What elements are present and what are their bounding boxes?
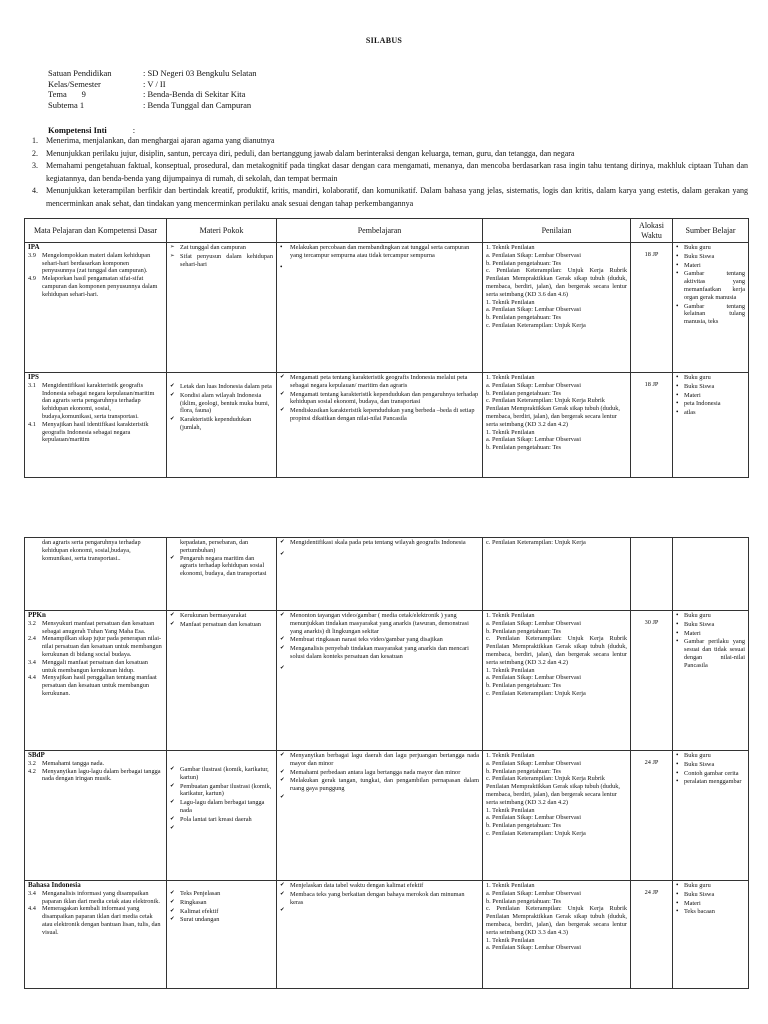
cell-alokasi: 18 JP <box>631 373 673 478</box>
penilaian-line: 1. Teknik Penilaian <box>486 882 535 889</box>
penilaian-line: 1. Teknik Penilaian <box>486 374 535 381</box>
kd-item: 3.2 Mensyukuri manfaat persatuan dan kesatuan sebagai anugerah Tuhan Yang Maha Esa. <box>28 619 155 635</box>
meta-row <box>48 100 257 111</box>
sumber-item: • peralatan menggambar <box>676 778 745 786</box>
cell-penilaian <box>483 538 631 611</box>
kd-item: 3.2 Memahami tangga nada. <box>28 759 105 767</box>
pembelajaran-item: ✔ Memahami perbedaan antara lagu bertangga nada mayor dan minor <box>280 769 479 777</box>
pembelajaran-list <box>280 752 479 793</box>
sumber-item: • Buku guru <box>676 244 745 252</box>
cell-kd <box>25 611 167 751</box>
pembelajaran-list <box>280 374 479 423</box>
identity-block <box>48 68 257 110</box>
penilaian-line: c. Penilaian Keterampilan: Unjuk Kerja Rubrik Penilaian Mempraktikkan Gerak sikap tubuh (duduk, membaca, berdiri, jalan), dan bergerak secara lentur serta seimbang (KD 3.2 dan 4.2) <box>486 635 627 666</box>
meta-key: Satuan Pendidikan <box>48 68 112 78</box>
pembelajaran-item: • Melakukan percobaan dan membandingkan zat tunggal serta campuran yang tercampur sempurna atau tidak tercampur sempurna <box>280 244 479 260</box>
materi-item: ✔ Kerukunan bermasyarakat <box>170 612 273 620</box>
table-row-ppkn <box>25 611 749 751</box>
penilaian-line: 1. Teknik Penilaian <box>486 428 535 436</box>
cell-kd <box>25 881 167 989</box>
pembelajaran-item: ✔ Menyanyikan berbagai lagu daerah dan lagu perjuangan bertangga nada mayor dan minor <box>280 752 479 768</box>
sumber-item: • peta Indonesia <box>676 400 745 408</box>
penilaian-line: a. Penilaian Sikap: Lembar Observasi <box>486 759 581 767</box>
sumber-list <box>676 612 745 670</box>
pembelajaran-item: ✔ Menganalisis penyebab tindakan masyarakat yang anarkis dan mencari solusi dalam konteks persatuan dan kesatuan <box>280 645 479 661</box>
sumber-item: • Materi <box>676 630 745 638</box>
cell-alokasi <box>631 538 673 611</box>
cell-pembelajaran <box>277 373 483 478</box>
penilaian-line: b. Penilaian pengetahuan: Tes <box>486 822 561 830</box>
col-header-materi: Materi Pokok <box>167 219 277 243</box>
table-row-ipa <box>25 243 749 373</box>
cell-kd <box>25 751 167 881</box>
penilaian-line: b. Penilaian pengetahuan: Tes <box>486 314 561 322</box>
materi-list <box>170 612 273 629</box>
col-header-alokasi: Alokasi Waktu <box>631 219 673 243</box>
pembelajaran-item: ✔ Membaca teks yang berkaitan dengan bahaya merokok dan minuman keras <box>280 891 479 907</box>
penilaian-line: b. Penilaian pengetahuan: Tes <box>486 897 561 905</box>
sumber-item: • Buku guru <box>676 882 745 890</box>
materi-item: ✔ Pengaruh negara maritim dan agraris terhadap kehidupan sosial ekonomi, budaya, dan transportasi <box>170 555 273 578</box>
materi-item: ✔ Pola lantai tari kreasi daerah <box>170 816 273 824</box>
col-header-sumber: Sumber Belajar <box>673 219 749 243</box>
sumber-item: • atlas <box>676 409 745 417</box>
penilaian-line: a. Penilaian Sikap: Lembar Observasi <box>486 889 581 897</box>
pembelajaran-list <box>280 244 479 260</box>
penilaian-line: c. Penilaian Keterampilan: Unjuk Kerja Rubrik Penilaian Mempraktikkan Gerak sikap tubuh (duduk, membaca, berdiri, jalan), dan bergerak secara lentur serta seimbang (KD 3.3 dan 4.3) <box>486 905 627 936</box>
cell-penilaian <box>483 751 631 881</box>
table-row-ips <box>25 373 749 478</box>
sumber-item: • Materi <box>676 900 745 908</box>
cell-kd: dan agraris serta pengaruhnya terhadap kehidupan ekonomi, sosial,budaya, komunikasi, serta transportasi.. <box>25 538 167 611</box>
penilaian-line: a. Penilaian Sikap: Lembar Observasi <box>486 674 581 682</box>
pembelajaran-item: ✔ Menjelaskan data tabel waktu dengan kalimat efektif <box>280 882 479 890</box>
penilaian-line: 1. Teknik Penilaian <box>486 298 535 306</box>
penilaian-line: a. Penilaian Sikap: Lembar Observasi <box>486 436 581 444</box>
kompetensi-inti-list <box>32 135 748 211</box>
cell-sumber <box>673 373 749 478</box>
cell-materi <box>167 751 277 881</box>
penilaian-line: a. Penilaian Sikap: Lembar Observasi <box>486 306 581 314</box>
cell-alokasi: 24 JP <box>631 751 673 881</box>
meta-key: Kelas/Semester <box>48 78 101 89</box>
meta-row <box>48 89 257 100</box>
cell-penilaian <box>483 373 631 478</box>
table-header-row <box>25 219 749 243</box>
penilaian-line: b. Penilaian pengetahuan: Tes <box>486 767 561 775</box>
penilaian-line: c. Penilaian Keterampilan: Unjuk Kerja <box>486 539 586 546</box>
materi-item: ✔ Gambar ilustrasi (komik, karikatur, kartun) <box>170 766 273 782</box>
materi-item: ✔ Letak dan luas Indonesia dalam peta <box>170 383 273 391</box>
kd-item: 2.4 Menampilkan sikap jujur pada penerapan nilai-nilai persatuan dan kesatuan untuk membangun kerukunan di bidang social budaya. <box>28 635 162 658</box>
kd-item: 4.2 Menyanyikan lagu-lagu dalam berbagai tangga nada dengan iringan musik. <box>28 767 161 783</box>
silabus-table-part2 <box>24 537 749 989</box>
meta-value: : SD Negeri 03 Bengkulu Selatan <box>143 68 257 78</box>
meta-key: Tema 9 <box>48 89 86 99</box>
kd-item: 3.4 Menganalisis informasi yang disampaikan paparan iklan dari media cetak atau elektronik. <box>28 889 161 905</box>
pembelajaran-item: ✔ Mengamati peta tentang karakteristik geografis Indonesia melalui peta sebagai negara kepulauan/ maritim dan agraris <box>280 374 479 390</box>
sumber-item: • Gambar perilaku yang sesuai dan tidak sesuai dengan nilai-nilai Pancasila <box>676 638 745 669</box>
cell-pembelajaran <box>277 611 483 751</box>
kd-item: 3.4 Menggali manfaat persatuan dan kesatuan untuk membangun kerukunan hidup. <box>28 658 148 674</box>
cell-alokasi: 30 JP <box>631 611 673 751</box>
col-header-penilaian: Penilaian <box>483 219 631 243</box>
ki-item: 3. Memahami pengetahuan faktual, konseptual, prosedural, dan metakognitif pada tingkat dasar dengan cara mengamati, menanya, dan mencoba berdasarkan rasa ingin tahu tentang dirinya, makhluk ciptaan Tuhan dan kegiatannya, dan benda-benda yang dijumpainya di rumah, di sekolah, dan tempat bermain <box>32 161 748 183</box>
materi-item: ✔ Teks Penjelasan <box>170 890 273 898</box>
kd-item: 4.9 Melaporkan hasil pengamatan sifat-sifat campuran dan komponen penyusunnya dalam kehidupan sehari-hari. <box>28 275 158 298</box>
penilaian-line: 1. Teknik Penilaian <box>486 244 535 251</box>
kd-item: 4.4 Memeragakan kembali informasi yang disampaikan paparan iklan dari media cetak atau elektronik dengan bantuan lisan, tulis, dan visual. <box>28 905 161 936</box>
penilaian-line: c. Penilaian Keterampilan: Unjuk Kerja <box>486 689 586 697</box>
col-header-kd: Mata Pelajaran dan Kompetensi Dasar <box>25 219 167 243</box>
kd-item: 3.1 Mengidentifikasi karakteristik geografis Indonesia sebagai negara kepulauan/maritim dan agraris serta pengaruhnya terhadap kehidupan ekonomi, sosial, budaya,komunikasi, serta transportasi. <box>28 381 155 420</box>
cell-sumber <box>673 538 749 611</box>
meta-value: : Benda-Benda di Sekitar Kita <box>143 89 246 99</box>
penilaian-line: c. Penilaian Keterampilan: Unjuk Kerja Rubrik Penilaian Mempraktikkan Gerak sikap tubuh (duduk, membaca, berdiri, jalan), dan bergerak secara lentur serta seimbang (KD 3.2 dan 4.2) <box>486 397 620 428</box>
materi-item: ✔ Ringkasan <box>170 899 273 907</box>
pembelajaran-item: ✔ Mengamati tentang karakteristik kependudukan dan pengaruhnya terhadap kehidupan sosial ekonomi, budaya, dan transportasi <box>280 391 479 407</box>
ki-item: 4. Menunjukkan keterampilan berfikir dan bertindak kreatif, produktif, kritis, mandiri, kolaboratif, dan komunikatif. Dalam bahasa yang jelas, sistematis, logis dan kritis, dalam karya yang estetis, dalam gerakan yang mencerminkan anak sehat, dan tindakan yang mencerminkan perilaku anak sesuai dengan tahap perkembangannya <box>32 186 748 208</box>
subject-label: PPKn <box>28 611 46 619</box>
materi-item: ✔ Manfaat persatuan dan kesatuan <box>170 621 273 629</box>
document-title: SILABUS <box>365 36 403 45</box>
meta-value: : V / II <box>143 78 166 89</box>
penilaian-line: b. Penilaian pengetahuan: Tes <box>486 682 561 690</box>
pembelajaran-item: ✔ Mengidentifikasi skala pada peta tentang wilayah geografis Indonesia <box>280 539 479 547</box>
ki-colon: : <box>132 125 136 135</box>
cell-kd <box>25 243 167 373</box>
pembelajaran-list <box>280 539 479 547</box>
sumber-item: • Buku guru <box>676 612 745 620</box>
penilaian-line: b. Penilaian pengetahuan: Tes <box>486 444 561 452</box>
penilaian-line: b. Penilaian pengetahuan: Tes <box>486 389 561 397</box>
cell-sumber <box>673 611 749 751</box>
subject-label: SBdP <box>28 751 45 759</box>
silabus-table-part1 <box>24 218 749 478</box>
cell-penilaian <box>483 611 631 751</box>
meta-row <box>48 79 257 90</box>
sumber-item: • Contoh gambar cerita <box>676 770 745 778</box>
sumber-item: • Buku Siswa <box>676 253 745 261</box>
sumber-list <box>676 752 745 786</box>
table-row-sbdp <box>25 751 749 881</box>
materi-list <box>170 890 273 924</box>
meta-value: : Benda Tunggal dan Campuran <box>143 99 252 110</box>
cell-penilaian <box>483 881 631 989</box>
cell-materi <box>167 881 277 989</box>
meta-row <box>48 68 257 79</box>
subject-label: IPA <box>28 243 40 251</box>
sumber-item: • Gambar tentang kelainan tulang manusia, teks <box>676 303 745 326</box>
materi-item: ✔ Kondisi alam wilayah Indonesia (iklim, geologi, bentuk muka bumi, flora, fauna) <box>170 392 273 415</box>
sumber-list <box>676 244 745 326</box>
penilaian-line: a. Penilaian Sikap: Lembar Observasi <box>486 814 581 822</box>
cell-alokasi: 18 JP <box>631 243 673 373</box>
penilaian-line: c. Penilaian Keterampilan: Unjuk Kerja Rubrik Penilaian Mempraktikkan Gerak sikap tubuh (duduk, membaca, berdiri, jalan), dan bergerak secara lentur serta seimbang (KD 3.2 dan 4.2) <box>486 775 620 806</box>
pembelajaran-item: ✔ Melakukan gerak tangan, tungkai, dan pengambilan pernapasan dalam ruang gaya punggung <box>280 777 479 793</box>
sumber-item: • Materi <box>676 392 745 400</box>
sumber-list <box>676 374 745 417</box>
cell-materi <box>167 373 277 478</box>
pembelajaran-item: ✔ Membuat ringkasan narasi teks video/gambar yang disajikan <box>280 636 479 644</box>
materi-item: ✔ Surat undangan <box>170 916 273 924</box>
penilaian-line: c. Penilaian Keterampilan: Unjuk Kerja <box>486 321 586 329</box>
materi-item: ➢ Zat tunggal dan campuran <box>170 244 273 252</box>
penilaian-line: a. Penilaian Sikap: Lembar Observasi <box>486 381 581 389</box>
sumber-item: • Buku Siswa <box>676 383 745 391</box>
cell-sumber <box>673 751 749 881</box>
materi-item: ✔ Pembuatan gambar ilustrasi (komik, karikatur, kartun) <box>170 783 273 799</box>
materi-item: ✔ Kalimat efektif <box>170 908 273 916</box>
sumber-item: • Gambar tentang aktivitas yang memanfaatkan kerja organ gerak manusia <box>676 270 745 301</box>
table-row-ips-continued <box>25 538 749 611</box>
ki-item: 2. Menunjukkan perilaku jujur, disiplin, santun, percaya diri, peduli, dan bertanggung jawab dalam berinteraksi dengan keluarga, teman, guru, dan tetangga, dan negara <box>32 148 575 158</box>
penilaian-line: 1. Teknik Penilaian <box>486 936 535 944</box>
pembelajaran-list <box>280 612 479 661</box>
pembelajaran-item: ✔ Mendiskusikan karakteristik kependudukan yang berbeda –beda di setiap propinsi dikaitkan dengan nilai-nilai Pancasila <box>280 407 479 423</box>
cell-pembelajaran <box>277 751 483 881</box>
penilaian-line: 1. Teknik Penilaian <box>486 752 535 759</box>
cell-sumber <box>673 243 749 373</box>
kd-item: 4.4 Menyajikan hasil penggalian tentang manfaat persatuan dan kesatuan untuk membangun kerukunan. <box>28 674 157 697</box>
cell-pembelajaran <box>277 243 483 373</box>
penilaian-line: 1. Teknik Penilaian <box>486 612 535 619</box>
subject-label: Bahasa Indonesia <box>28 881 81 889</box>
sumber-item: • Materi <box>676 262 745 270</box>
ki-item: 1. Menerima, menjalankan, dan menghargai ajaran agama yang dianutnya <box>32 136 275 145</box>
penilaian-line: c. Penilaian Keterampilan: Unjuk Kerja <box>486 829 586 837</box>
penilaian-line: c. Penilaian Keterampilan: Unjuk Kerja Rubrik Penilaian Mempraktikkan Gerak sikap tubuh (duduk, membaca, berdiri, jalan), dan bergerak secara lentur serta seimbang (KD 3.6 dan 4.6) <box>486 267 627 298</box>
subject-label: IPS <box>28 373 39 381</box>
meta-key: Subtema 1 <box>48 99 85 110</box>
materi-item: ➢ Sifat penyusun dalam kehidupan sehari-hari <box>170 253 273 269</box>
cell-materi <box>167 243 277 373</box>
materi-list <box>170 766 273 824</box>
table-row-bahasa-indonesia <box>25 881 749 989</box>
cell-pembelajaran <box>277 538 483 611</box>
sumber-item: • Buku Siswa <box>676 761 745 769</box>
penilaian-line: 1. Teknik Penilaian <box>486 666 535 674</box>
sumber-item: • Buku guru <box>676 374 745 382</box>
materi-list <box>170 383 273 432</box>
cell-pembelajaran <box>277 881 483 989</box>
penilaian-line: a. Penilaian Sikap: Lembar Observasi <box>486 944 581 952</box>
sumber-item: • Teks bacaan <box>676 908 745 916</box>
penilaian-line: a. Penilaian Sikap: Lembar Observasi <box>486 251 581 259</box>
materi-text: kepadatan, persebaran, dan pertumbuhan) <box>180 539 249 554</box>
materi-item: ✔ Lagu-lagu dalam berbagai tangga nada <box>170 799 273 815</box>
col-header-pembelajaran: Pembelajaran <box>277 219 483 243</box>
kompetensi-inti-heading: Kompetensi Inti : <box>48 125 136 135</box>
cell-sumber <box>673 881 749 989</box>
sumber-list <box>676 882 745 916</box>
sumber-item: • Buku guru <box>676 752 745 760</box>
penilaian-line: b. Penilaian pengetahuan: Tes <box>486 627 561 635</box>
penilaian-line: b. Penilaian pengetahuan: Tes <box>486 259 561 267</box>
cell-alokasi: 24 JP <box>631 881 673 989</box>
cell-materi <box>167 538 277 611</box>
cell-penilaian <box>483 243 631 373</box>
materi-list <box>170 244 273 268</box>
pembelajaran-list <box>280 882 479 906</box>
penilaian-line: a. Penilaian Sikap: Lembar Observasi <box>486 619 581 627</box>
kd-item: 4.1 Menyajikan hasil identifikasi karakteristik geografis Indonesia sebagai negara kepulauan/maritim <box>28 420 149 444</box>
materi-list <box>170 555 273 578</box>
pembelajaran-item: ✔ Menonton tayangan video/gambar ( media cetak/elektronik ) yang menunjukkan tindakan masyarakat yang anarkis (tawuran, demonstrasi yang anarkis) di lingkungan sekitar <box>280 612 479 635</box>
sumber-item: • Buku Siswa <box>676 621 745 629</box>
cell-materi <box>167 611 277 751</box>
penilaian-line: 1. Teknik Penilaian <box>486 806 535 814</box>
sumber-item: • Buku Siswa <box>676 891 745 899</box>
materi-item: ✔ Karakteristik kependudukan (jumlah, <box>170 416 273 432</box>
cell-kd <box>25 373 167 478</box>
kd-item: 3.9 Mengelompokkan materi dalam kehidupan sehari-hari berdasarkan komponen penyusunnya (zat tunggal dan campuran). <box>28 251 151 275</box>
